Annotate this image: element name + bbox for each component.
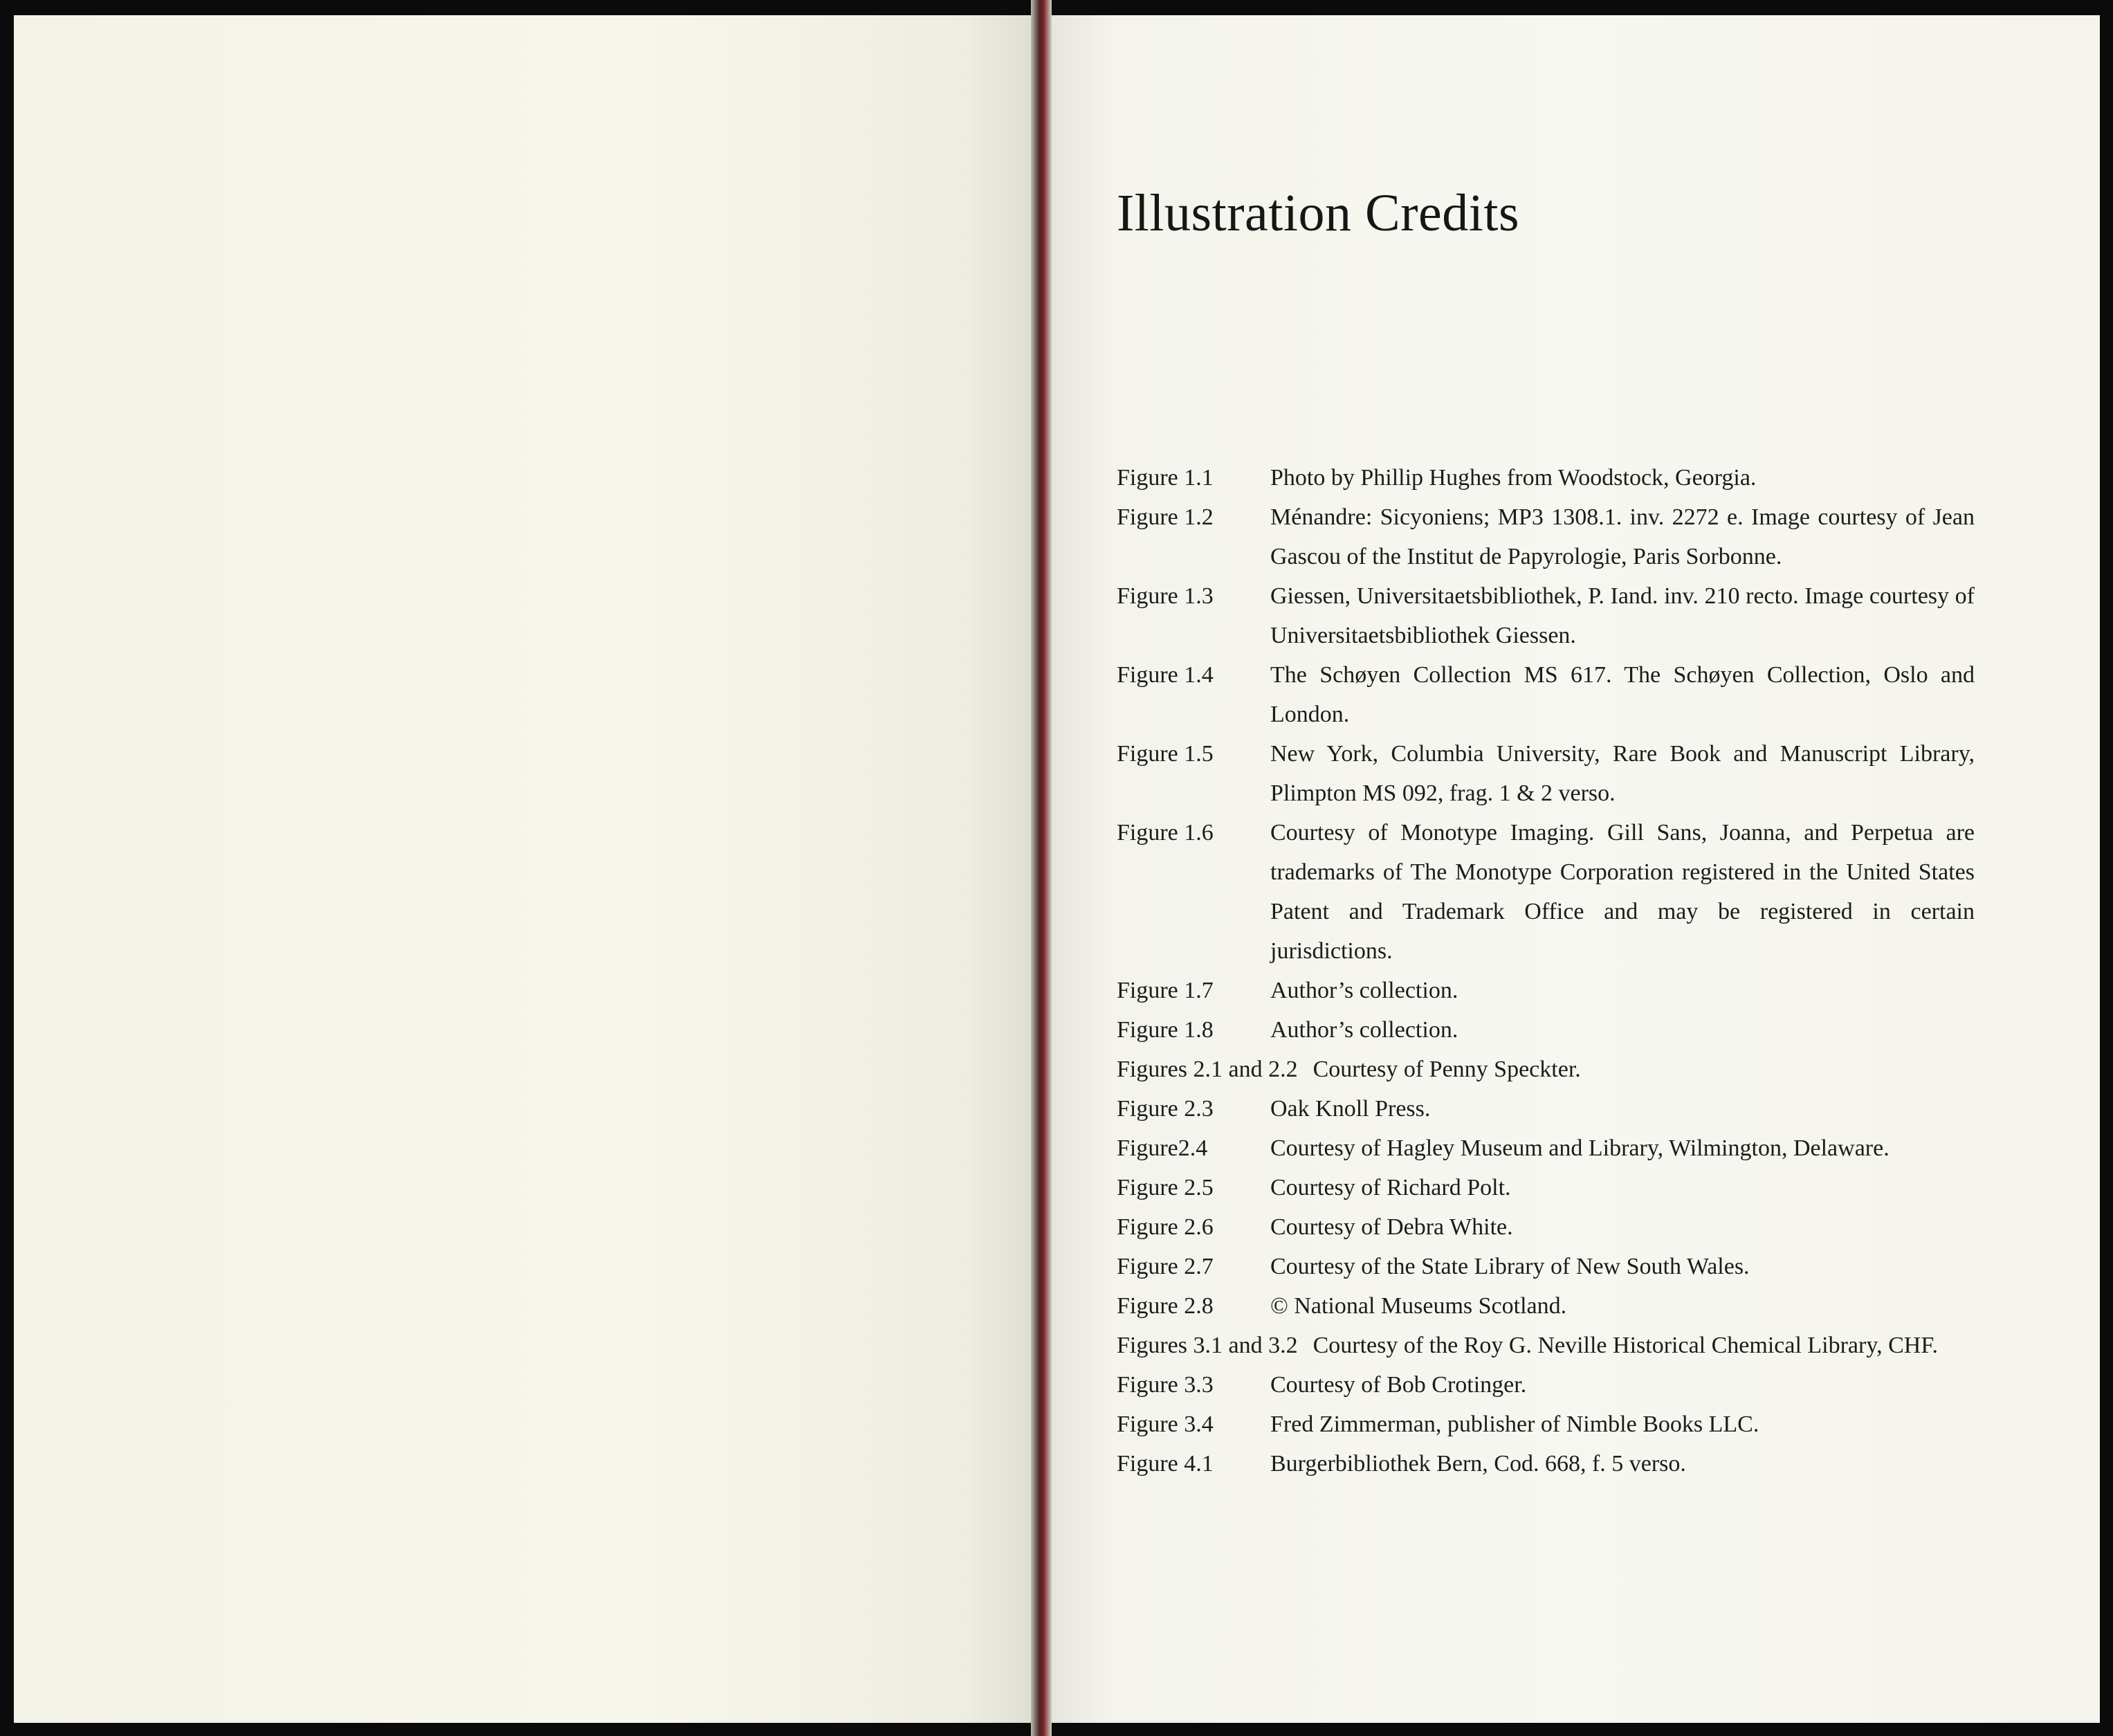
credit-label: Figure 1.3 [1117, 583, 1214, 609]
credit-text: Author’s collection. [1270, 978, 1458, 1003]
right-page [1052, 15, 2100, 1723]
credit-text: Courtesy of the Roy G. Neville Historical Chemical Library, CHF. [1312, 1333, 1939, 1358]
credit-label: Figure 1.7 [1117, 978, 1214, 1003]
credit-label: Figure 1.6 [1117, 820, 1214, 846]
credit-entry [1117, 655, 1975, 734]
credit-text: Author’s collection. [1270, 1017, 1458, 1043]
credit-entry [1117, 1010, 1975, 1050]
credit-text: © National Museums Scotland. [1270, 1293, 1567, 1319]
credit-label: Figure 2.3 [1117, 1096, 1214, 1122]
credit-label: Figure 2.6 [1117, 1214, 1214, 1240]
credit-entry [1117, 1405, 1975, 1444]
credit-label: Figure 3.4 [1117, 1411, 1214, 1437]
credit-label: Figure 2.7 [1117, 1254, 1214, 1279]
credit-entry [1117, 1207, 1975, 1247]
credit-label: Figure2.4 [1117, 1135, 1208, 1161]
credit-label: Figures 3.1 and 3.2 [1117, 1333, 1298, 1358]
credit-entry [1117, 1365, 1975, 1405]
credit-entry [1117, 813, 1975, 971]
credit-text: Courtesy of Richard Polt. [1270, 1175, 1511, 1200]
credit-label: Figure 1.4 [1117, 662, 1214, 688]
credit-text: Courtesy of the State Library of New South Wales. [1270, 1254, 1750, 1279]
credit-text: Courtesy of Debra White. [1270, 1214, 1513, 1240]
credit-entry [1117, 458, 1975, 497]
page-title: Illustration Credits [1117, 184, 1520, 242]
credit-text: Giessen, Universitaetsbibliothek, P. Iand. inv. 210 recto. Image courtesy of Universitaetsbibliothek Giessen. [1270, 583, 1975, 648]
credit-text: The Schøyen Collection MS 617. The Schøyen Collection, Oslo and London. [1270, 662, 1975, 727]
credit-label: Figures 2.1 and 2.2 [1117, 1057, 1298, 1082]
credit-text: Photo by Phillip Hughes from Woodstock, Georgia. [1270, 465, 1757, 491]
credit-entry [1117, 1286, 1975, 1326]
credit-entry [1117, 1129, 1975, 1168]
credit-text: Courtesy of Hagley Museum and Library, Wilmington, Delaware. [1270, 1135, 1890, 1161]
credit-entry [1117, 1050, 1975, 1089]
left-page [14, 15, 1045, 1723]
credit-entry [1117, 1326, 1975, 1365]
credit-label: Figure 4.1 [1117, 1451, 1214, 1477]
credit-label: Figure 1.2 [1117, 504, 1214, 530]
credit-text: Burgerbibliothek Bern, Cod. 668, f. 5 verso. [1270, 1451, 1686, 1477]
credit-text: Courtesy of Monotype Imaging. Gill Sans, Joanna, and Perpetua are trademarks of The Monotype Corporation registered in the United States Patent and Trademark Office and may be registered in certain jurisdictions. [1270, 820, 1975, 964]
credit-text: New York, Columbia University, Rare Book and Manuscript Library, Plimpton MS 092, frag. 1 & 2 verso. [1270, 741, 1975, 806]
credit-label: Figure 1.5 [1117, 741, 1214, 767]
credit-label: Figure 3.3 [1117, 1372, 1214, 1398]
credit-text: Courtesy of Bob Crotinger. [1270, 1372, 1527, 1398]
credit-label: Figure 1.1 [1117, 465, 1214, 491]
credit-entry [1117, 1168, 1975, 1207]
credit-entry [1117, 576, 1975, 655]
credit-entry [1117, 1089, 1975, 1129]
credit-entry [1117, 497, 1975, 576]
credit-entry [1117, 1247, 1975, 1286]
credit-text: Ménandre: Sicyoniens; MP3 1308.1. inv. 2272 e. Image courtesy of Jean Gascou of the Institut de Papyrologie, Paris Sorbonne. [1270, 504, 1975, 569]
credits-list [1117, 458, 1975, 1483]
credit-label: Figure 1.8 [1117, 1017, 1214, 1043]
credit-text: Courtesy of Penny Speckter. [1312, 1057, 1581, 1082]
credit-text: Oak Knoll Press. [1270, 1096, 1431, 1122]
credit-entry [1117, 734, 1975, 813]
credit-entry [1117, 971, 1975, 1010]
credit-text: Fred Zimmerman, publisher of Nimble Books LLC. [1270, 1411, 1759, 1437]
book-gutter [1031, 0, 1052, 1736]
credit-entry [1117, 1444, 1975, 1483]
credit-label: Figure 2.5 [1117, 1175, 1214, 1200]
credit-label: Figure 2.8 [1117, 1293, 1214, 1319]
